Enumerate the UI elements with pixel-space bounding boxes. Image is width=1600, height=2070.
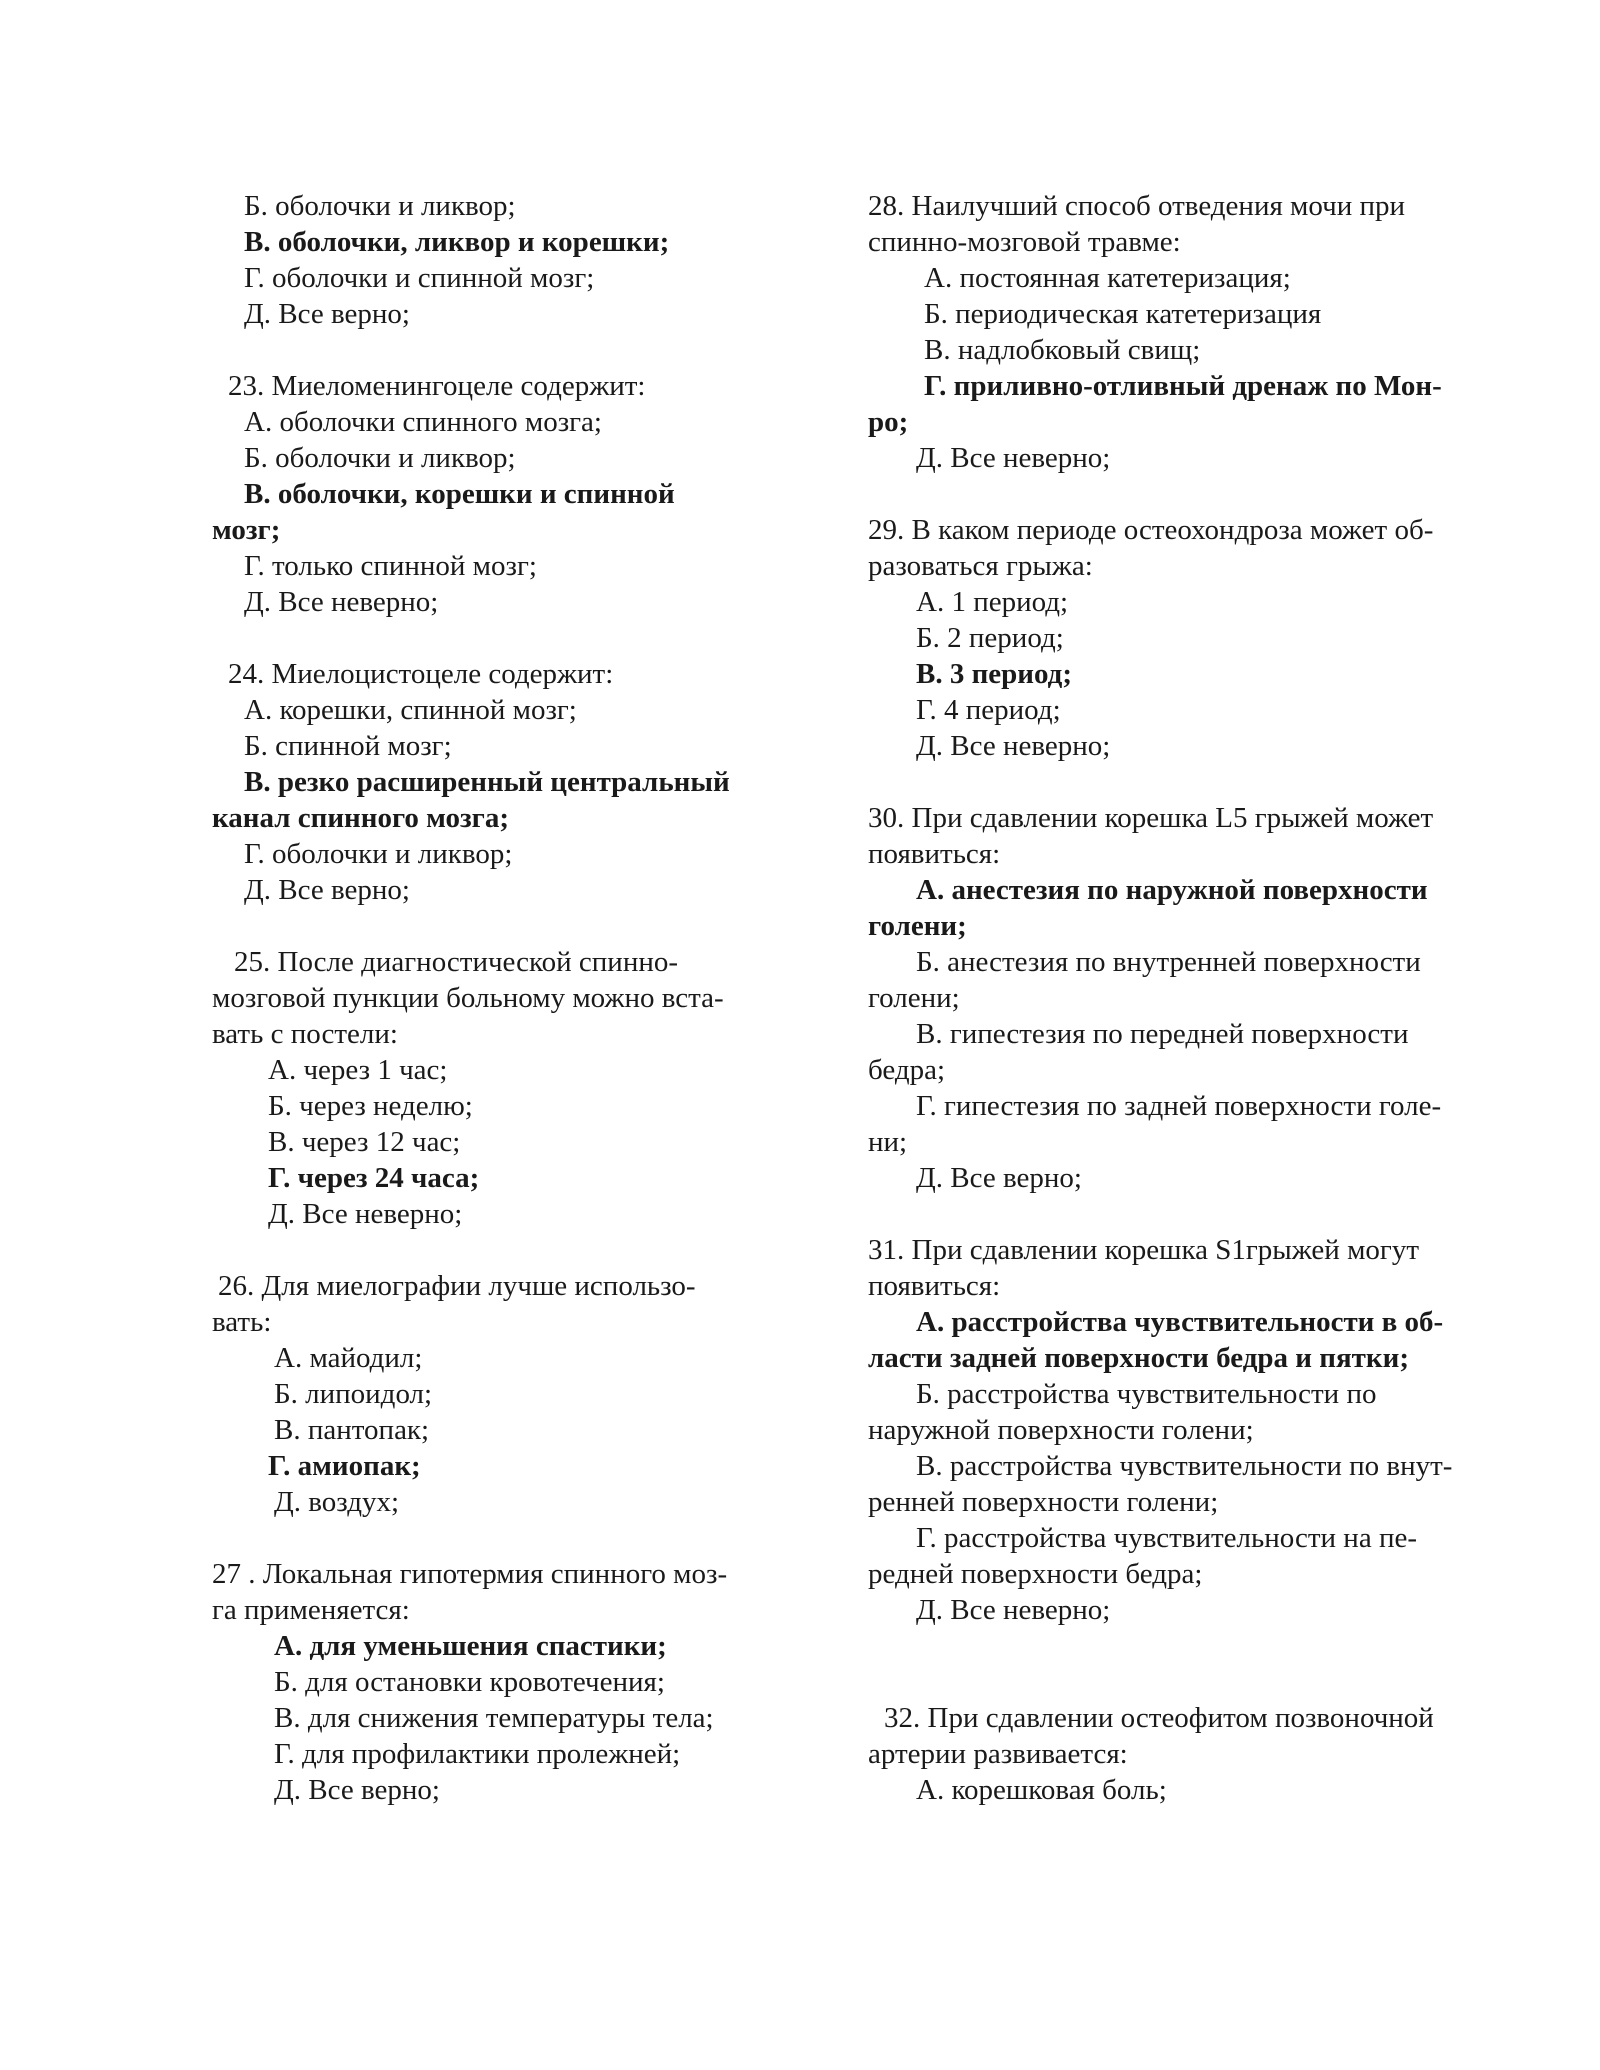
answer-correct-line: Г. приливно-отливный дренаж по Мон-: [924, 370, 1442, 402]
text-line: А. 1 период;: [916, 586, 1069, 618]
text-line: А. корешки, спинной мозг;: [244, 694, 577, 726]
answer-correct-line: канал спинного мозга;: [212, 802, 510, 834]
text-line: наружной поверхности голени;: [868, 1414, 1254, 1446]
text-line: В. надлобковый свищ;: [924, 334, 1201, 366]
text-line: Б. оболочки и ликвор;: [244, 442, 516, 474]
text-line: А. постоянная катетеризация;: [924, 262, 1291, 294]
blank-line: [212, 620, 792, 656]
text-line: 25. После диагностической спинно-: [234, 946, 679, 978]
text-line: А. майодил;: [274, 1342, 423, 1374]
answer-correct-line: А. для уменьшения спастики;: [274, 1630, 667, 1662]
text-line: вать:: [212, 1306, 272, 1338]
text-line: Б. спинной мозг;: [244, 730, 452, 762]
text-line: Б. 2 период;: [916, 622, 1064, 654]
answer-correct-line: Г. амиопак;: [268, 1450, 421, 1482]
blank-line: [868, 1628, 1508, 1664]
answer-correct-line: ласти задней поверхности бедра и пятки;: [868, 1342, 1409, 1374]
blank-line: [212, 1520, 792, 1556]
text-line: 31. При сдавлении корешка S1грыжей могут: [868, 1234, 1419, 1266]
text-line: В. гипестезия по передней поверхности: [916, 1018, 1409, 1050]
text-line: Д. воздух;: [274, 1486, 400, 1518]
text-line: ни;: [868, 1126, 908, 1158]
text-line: 26. Для миелографии лучше использо-: [218, 1270, 696, 1302]
text-line: В. для снижения температуры тела;: [274, 1702, 714, 1734]
answer-correct-line: В. оболочки, корешки и спинной: [244, 478, 675, 510]
text-line: Г. оболочки и спинной мозг;: [244, 262, 595, 294]
text-line: Б. через неделю;: [268, 1090, 473, 1122]
text-line: появиться:: [868, 838, 1001, 870]
text-line: спинно-мозговой травме:: [868, 226, 1181, 258]
text-line: Д. Все неверно;: [268, 1198, 463, 1230]
text-line: В. пантопак;: [274, 1414, 430, 1446]
blank-line: [212, 332, 792, 368]
answer-correct-line: А. расстройства чувствительности в об-: [916, 1306, 1444, 1338]
text-line: бедра;: [868, 1054, 946, 1086]
text-line: Б. анестезия по внутренней поверхности: [916, 946, 1421, 978]
text-line: Б. периодическая катетеризация: [924, 298, 1322, 330]
blank-line: [868, 1196, 1508, 1232]
text-line: А. оболочки спинного мозга;: [244, 406, 602, 438]
blank-line: [868, 476, 1508, 512]
text-line: 28. Наилучший способ отведения мочи при: [868, 190, 1406, 222]
text-line: появиться:: [868, 1270, 1001, 1302]
text-line: Д. Все неверно;: [916, 1594, 1111, 1626]
text-line: 29. В каком периоде остеохондроза может об-: [868, 514, 1434, 546]
text-line: Д. Все неверно;: [916, 442, 1111, 474]
text-line: Д. Все верно;: [244, 874, 410, 906]
text-line: Б. оболочки и ликвор;: [244, 190, 516, 222]
blank-line: [212, 908, 792, 944]
text-line: 27 . Локальная гипотермия спинного моз-: [212, 1558, 728, 1590]
blank-line: [868, 764, 1508, 800]
text-line: А. корешковая боль;: [916, 1774, 1167, 1806]
answer-correct-line: голени;: [868, 910, 967, 942]
answer-correct-line: Г. через 24 часа;: [268, 1162, 480, 1194]
text-line: голени;: [868, 982, 960, 1014]
text-line: 32. При сдавлении остеофитом позвоночной: [884, 1702, 1434, 1734]
text-line: Д. Все верно;: [244, 298, 410, 330]
text-line: Д. Все верно;: [916, 1162, 1082, 1194]
text-line: вать с постели:: [212, 1018, 398, 1050]
text-line: Б. липоидол;: [274, 1378, 433, 1410]
text-line: Г. расстройства чувствительности на пе-: [916, 1522, 1417, 1554]
text-line: В. через 12 час;: [268, 1126, 461, 1158]
text-line: Б. для остановки кровотечения;: [274, 1666, 665, 1698]
text-line: 23. Миеломенингоцеле содержит:: [228, 370, 646, 402]
text-line: Г. для профилактики пролежней;: [274, 1738, 681, 1770]
text-line: Б. расстройства чувствительности по: [916, 1378, 1377, 1410]
text-line: Г. только спинной мозг;: [244, 550, 537, 582]
answer-correct-line: А. анестезия по наружной поверхности: [916, 874, 1428, 906]
text-line: Г. гипестезия по задней поверхности голе-: [916, 1090, 1442, 1122]
text-line: редней поверхности бедра;: [868, 1558, 1203, 1590]
text-line: Д. Все неверно;: [244, 586, 439, 618]
text-line: разоваться грыжа:: [868, 550, 1093, 582]
text-line: ренней поверхности голени;: [868, 1486, 1219, 1518]
text-line: Д. Все неверно;: [916, 730, 1111, 762]
left-column: [212, 188, 792, 1808]
text-line: Д. Все верно;: [274, 1774, 440, 1806]
text-line: В. расстройства чувствительности по внут-: [916, 1450, 1453, 1482]
right-column: [868, 188, 1508, 1808]
text-line: А. через 1 час;: [268, 1054, 448, 1086]
text-line: га применяется:: [212, 1594, 410, 1626]
text-line: Г. 4 период;: [916, 694, 1061, 726]
answer-correct-line: В. резко расширенный центральный: [244, 766, 730, 798]
answer-correct-line: В. 3 период;: [916, 658, 1073, 690]
blank-line: [212, 1232, 792, 1268]
text-line: 30. При сдавлении корешка L5 грыжей может: [868, 802, 1434, 834]
answer-correct-line: ро;: [868, 406, 909, 438]
answer-correct-line: В. оболочки, ликвор и корешки;: [244, 226, 670, 258]
text-line: Г. оболочки и ликвор;: [244, 838, 513, 870]
text-line: мозговой пункции больному можно вста-: [212, 982, 724, 1014]
answer-correct-line: мозг;: [212, 514, 281, 546]
blank-line: [868, 1664, 1508, 1700]
text-line: 24. Миелоцистоцеле содержит:: [228, 658, 614, 690]
text-line: артерии развивается:: [868, 1738, 1128, 1770]
